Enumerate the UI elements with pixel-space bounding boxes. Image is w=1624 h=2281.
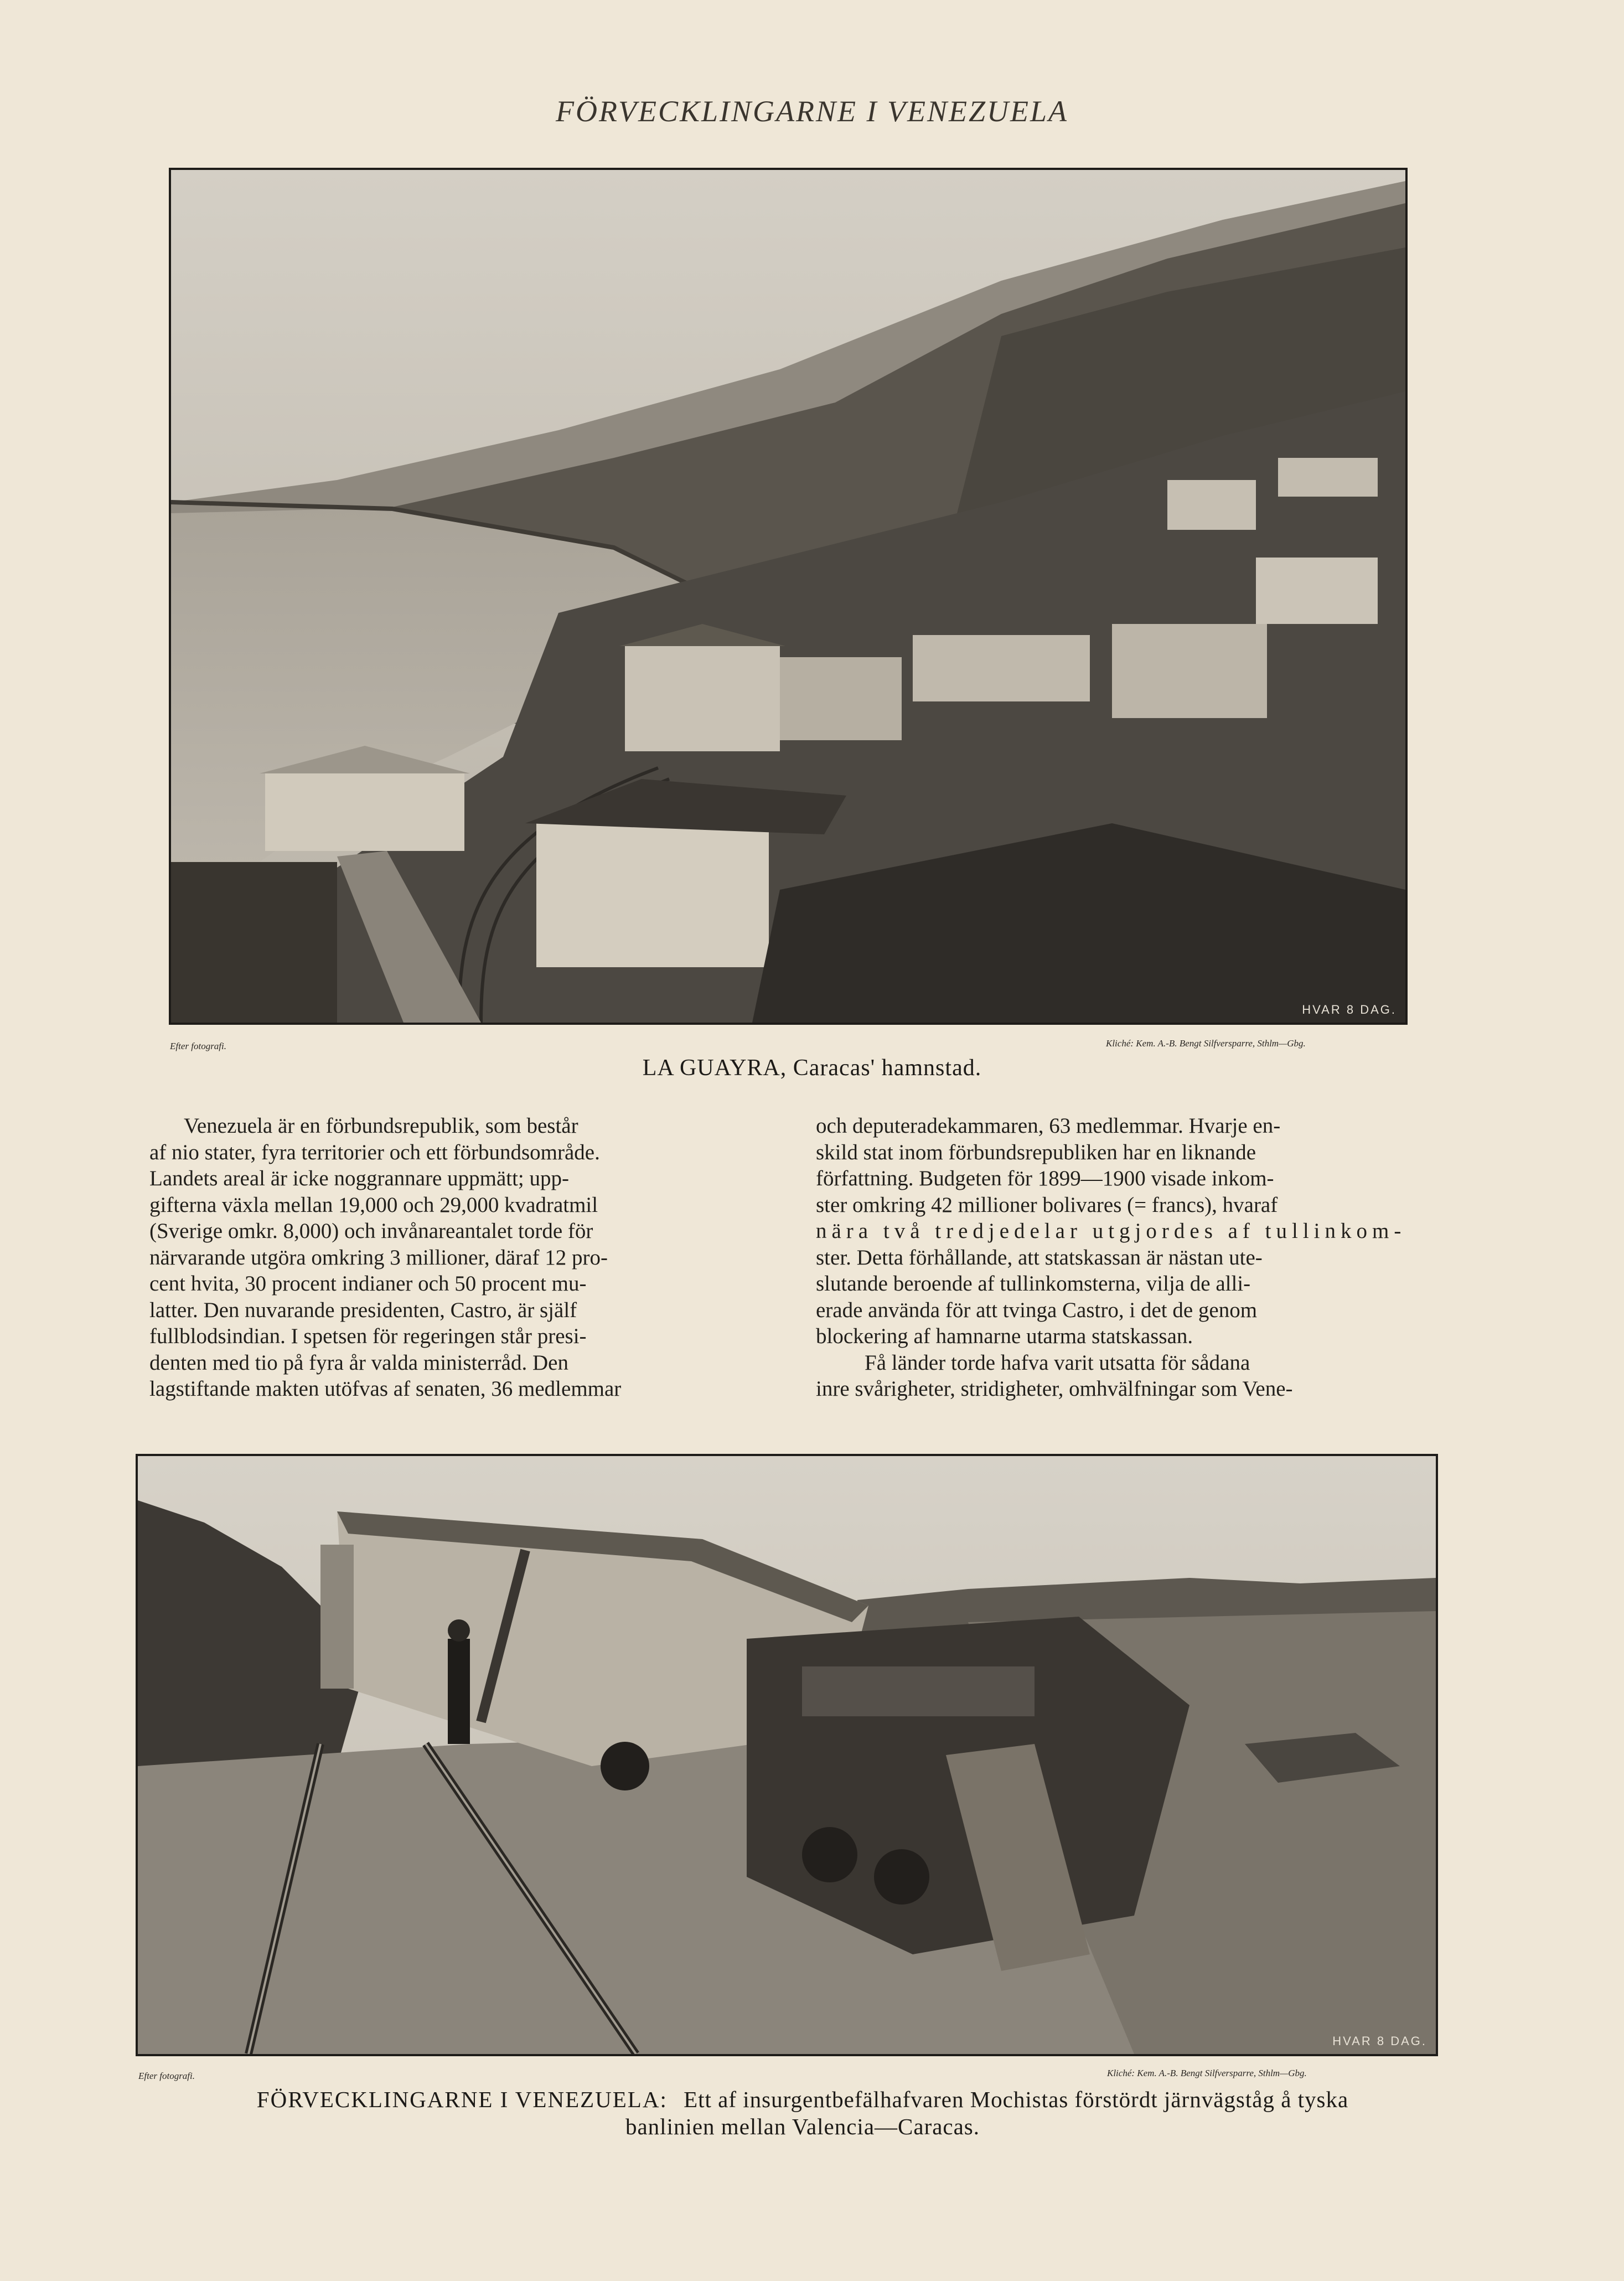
text-line: skild stat inom förbundsrepubliken har en liknande — [816, 1140, 1256, 1164]
engraver-credit: Kliché: Kem. A.-B. Bengt Silfversparre, Sthlm—Gbg. — [1106, 1038, 1306, 1049]
text-line: och deputeradekammaren, 63 medlemmar. Hvarje en- — [816, 1114, 1281, 1138]
la-guayra-photo-image — [171, 170, 1405, 1023]
caption-text-line2: banlinien mellan Valencia—Caracas. — [625, 2114, 980, 2139]
la-guayra-photo — [169, 168, 1408, 1025]
text-line: ster. Detta förhållande, att statskassan är nästan ute- — [816, 1245, 1263, 1269]
text-line: Venezuela är en förbundsrepublik, som består — [184, 1114, 578, 1138]
body-column-left — [149, 1113, 774, 1402]
text-line: erade använda för att tvinga Castro, i det de genom — [816, 1298, 1258, 1322]
text-line: Landets areal är icke noggrannare uppmätt; upp- — [149, 1167, 570, 1190]
photo-imprint: HVAR 8 DAG. — [1332, 2034, 1427, 2048]
text-line: närvarande utgöra omkring 3 millioner, däraf 12 pro- — [149, 1245, 608, 1269]
figure-caption — [138, 2086, 1467, 2140]
text-line: nära två tredjedelar utgjordes af tullinkom- — [816, 1219, 1406, 1243]
text-line: latter. Den nuvarande presidenten, Castro, är själf — [149, 1298, 577, 1322]
text-line: (Sverige omkr. 8,000) och invånareantalet torde för — [149, 1219, 593, 1243]
text-line: inre svårigheter, stridigheter, omhvälfningar som Vene- — [816, 1377, 1293, 1401]
text-line: af nio stater, fyra territorier och ett förbundsområde. — [149, 1140, 600, 1164]
running-head: FÖRVECKLINGARNE I VENEZUELA — [556, 95, 1068, 128]
photo-credit: Efter fotografi. — [170, 1041, 226, 1051]
figure-caption: LA GUAYRA, Caracas' hamnstad. — [642, 1055, 982, 1081]
body-column-right — [816, 1113, 1440, 1402]
derailed-train-photo — [136, 1454, 1438, 2056]
text-line: Få länder torde hafva varit utsatta för sådana — [865, 1350, 1250, 1375]
text-line: blockering af hamnarne utarma statskassan. — [816, 1324, 1193, 1348]
text-line: gifterna växla mellan 19,000 och 29,000 kvadratmil — [149, 1193, 598, 1217]
text-line: denten med tio på fyra år valda ministerråd. Den — [149, 1350, 568, 1375]
caption-text: Ett af insurgentbefälhafvaren Mochistas förstördt järnvägståg å tyska — [684, 2087, 1349, 2112]
derailed-train-photo-image — [138, 1456, 1436, 2054]
text-line: författning. Budgeten för 1899—1900 visade inkom- — [816, 1167, 1274, 1190]
engraver-credit: Kliché: Kem. A.-B. Bengt Silfversparre, Sthlm—Gbg. — [1107, 2068, 1307, 2078]
photo-imprint: HVAR 8 DAG. — [1302, 1003, 1397, 1016]
text-line: lagstiftande makten utöfvas af senaten, 36 medlemmar — [149, 1377, 622, 1401]
text-line: fullblodsindian. I spetsen för regeringen står presi- — [149, 1324, 587, 1348]
text-line: slutande beroende af tullinkomsterna, vilja de alli- — [816, 1272, 1251, 1296]
text-line: cent hvita, 30 procent indianer och 50 procent mu- — [149, 1272, 587, 1296]
photo-credit: Efter fotografi. — [138, 2071, 195, 2081]
caption-lead: FÖRVECKLINGARNE I VENEZUELA: — [256, 2087, 668, 2112]
text-line: ster omkring 42 millioner bolivares (= francs), hvaraf — [816, 1193, 1278, 1217]
